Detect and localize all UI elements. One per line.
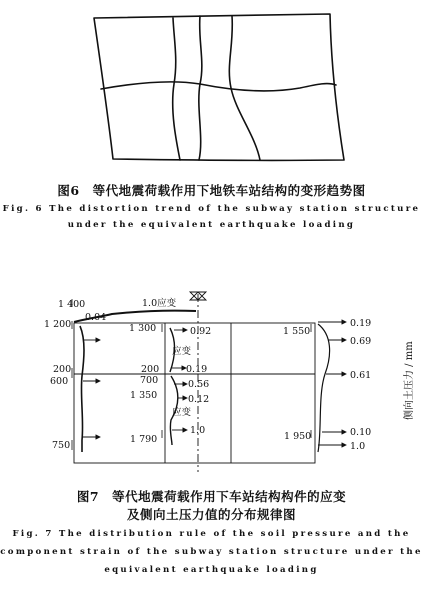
label-1300: 1 300 bbox=[129, 323, 157, 334]
right-column-curve bbox=[229, 16, 260, 160]
label-1200: 1 200 bbox=[44, 319, 72, 330]
label-strain-lower: 应变 bbox=[172, 407, 192, 418]
figure7-diagram bbox=[0, 280, 423, 480]
label-200: 200 bbox=[53, 364, 72, 375]
label-1950: 1 950 bbox=[284, 431, 312, 442]
label-right-0-69: 0.69 bbox=[350, 336, 372, 347]
label-0-04: 0.04 bbox=[85, 312, 107, 323]
label-strain-upper: 应变 bbox=[172, 346, 192, 357]
label-0-12: 0.12 bbox=[188, 394, 210, 405]
label-200-b: 200 bbox=[141, 364, 160, 375]
figure7-caption-en-line2: component strain of the subway station structure under the bbox=[0, 547, 423, 557]
figure7-caption-en-line1: Fig. 7 The distribution rule of the soil pressure and the bbox=[12, 529, 411, 539]
figure6-caption-cn: 图6 等代地震荷载作用下地铁车站结构的变形趋势图 bbox=[57, 183, 366, 198]
middle-slab-curve bbox=[101, 82, 336, 91]
label-1350: 1 350 bbox=[130, 390, 158, 401]
label-750: 750 bbox=[52, 440, 71, 451]
label-roof-strain: 1.0应变 bbox=[142, 298, 177, 309]
label-1550: 1 550 bbox=[283, 326, 311, 337]
label-1790: 1 790 bbox=[130, 434, 158, 445]
label-700: 700 bbox=[140, 375, 159, 386]
label-0-56: 0.56 bbox=[188, 379, 210, 390]
label-right-1-0: 1.0 bbox=[350, 441, 366, 452]
figure6-caption-en-line1: Fig. 6 The distortion trend of the subway station structure bbox=[2, 204, 421, 214]
label-1-0: 1.0 bbox=[190, 425, 206, 436]
pressure-axis-label: 侧向土压力 / mm bbox=[404, 341, 415, 420]
figure6-caption-en-line2: under the equivalent earthquake loading bbox=[67, 220, 356, 230]
station-frame bbox=[74, 323, 315, 463]
left-wall-strain-curve bbox=[80, 326, 84, 452]
figure7-caption-cn-line2: 及侧向土压力值的分布规律图 bbox=[126, 507, 296, 522]
figure6-deformation-sketch bbox=[0, 0, 423, 180]
middle-column-curve bbox=[199, 16, 202, 160]
label-1400: 1 400 bbox=[58, 299, 86, 310]
left-column-curve bbox=[173, 18, 180, 160]
right-wall-pressure-curve bbox=[318, 324, 330, 452]
label-600: 600 bbox=[50, 376, 69, 387]
label-right-0-10: 0.10 bbox=[350, 427, 372, 438]
label-0-19: 0.19 bbox=[186, 364, 208, 375]
label-right-0-19: 0.19 bbox=[350, 318, 372, 329]
label-right-0-61: 0.61 bbox=[350, 370, 372, 381]
figure7-caption-cn-line1: 图7 等代地震荷载作用下车站结构构件的应变 bbox=[76, 489, 347, 504]
figure7-caption-en-line3: equivalent earthquake loading bbox=[104, 565, 319, 575]
label-0-92: 0.92 bbox=[190, 326, 212, 337]
